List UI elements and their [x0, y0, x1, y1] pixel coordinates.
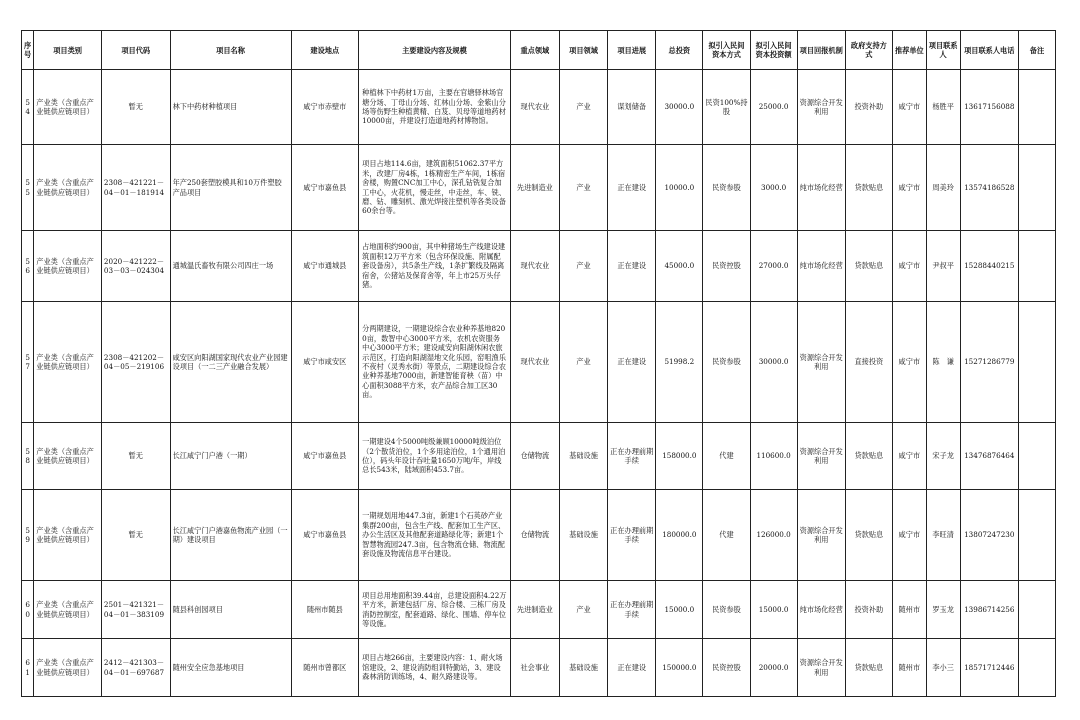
capital-method: 民资控股: [703, 231, 750, 302]
project-code: 2412－421303－04－01－697687: [101, 639, 170, 697]
project-name: 咸安区向阳湖国家现代农业产业园建设项目（一二三产业融合发展）: [170, 302, 291, 423]
table-row: [22, 423, 1056, 490]
project-location: 咸宁市嘉鱼县: [291, 490, 359, 581]
contact-phone: 13617156088: [960, 70, 1018, 145]
recommending-unit: 咸宁市: [892, 423, 926, 490]
project-name: 随县科创园项目: [170, 581, 291, 639]
project-code: 2308－421221－04－01－181914: [101, 145, 170, 231]
remarks: [1018, 423, 1055, 490]
project-code: 暂无: [101, 70, 170, 145]
column-header: 序号: [22, 31, 34, 70]
capital-method: 代建: [703, 423, 750, 490]
recommending-unit: 咸宁市: [892, 231, 926, 302]
recommending-unit: 咸宁市: [892, 70, 926, 145]
contact-phone: 13574186528: [960, 145, 1018, 231]
total-investment: 10000.0: [656, 145, 703, 231]
project-table: [21, 30, 1056, 697]
return-mechanism: 资源综合开发利用: [797, 423, 845, 490]
row-number: 54: [22, 70, 34, 145]
project-code: 暂无: [101, 490, 170, 581]
project-location: 咸宁市赤壁市: [291, 70, 359, 145]
recommending-unit: 随州市: [892, 639, 926, 697]
government-support: 投资补助: [845, 70, 892, 145]
government-support: 贷款贴息: [845, 490, 892, 581]
project-code: 暂无: [101, 423, 170, 490]
project-content: 项目占地266亩，主要建设内容：1、耐火场馆建设，2、建设消防组训特勤站，3、建设森林消防训练场，4、耐久路建设等。: [359, 639, 511, 697]
project-name: 长江咸宁门户港嘉鱼物流产业园（一期）建设项目: [170, 490, 291, 581]
contact-person: 宋子龙: [926, 423, 960, 490]
project-category: 产业类（含重点产业链供应链项目）: [34, 231, 102, 302]
project-field: 产业: [559, 145, 607, 231]
key-area: 先进制造业: [510, 581, 559, 639]
project-category: 产业类（含重点产业链供应链项目）: [34, 145, 102, 231]
remarks: [1018, 231, 1055, 302]
project-location: 咸宁市嘉鱼县: [291, 423, 359, 490]
project-content: 一期规划用地447.3亩，新建1个石英砂产业集群200亩，包含生产线、配套加工生产区、办公生活区及其他配套道路绿化等；新建1个智慧物流园247.3亩，包含物流仓储、物流配套设施及物流信息平台建设。: [359, 490, 511, 581]
contact-person: 周美玲: [926, 145, 960, 231]
column-header: 项目类别: [34, 31, 102, 70]
return-mechanism: 资源综合开发利用: [797, 639, 845, 697]
remarks: [1018, 302, 1055, 423]
column-header: 建设地点: [291, 31, 359, 70]
table-row: [22, 70, 1056, 145]
project-location: 随州市曾都区: [291, 639, 359, 697]
project-field: 产业: [559, 581, 607, 639]
table-row: [22, 302, 1056, 423]
key-area: 现代农业: [510, 302, 559, 423]
capital-method: 民资控股: [703, 639, 750, 697]
project-field: 基础设施: [559, 423, 607, 490]
capital-method: 民资参股: [703, 581, 750, 639]
key-area: 现代农业: [510, 231, 559, 302]
remarks: [1018, 581, 1055, 639]
contact-person: 李小三: [926, 639, 960, 697]
table-row: [22, 639, 1056, 697]
project-code: 2308－421202－04－05－219106: [101, 302, 170, 423]
project-content: 种植林下中药材1万亩，主要在官塘驿林场官塘分场、丁母山分场、红林山分场、金紫山分场等伤野生种植黄精、白芨、贝母等道地药材10000亩，并建设打造道地药材博物馆。: [359, 70, 511, 145]
recommending-unit: 咸宁市: [892, 490, 926, 581]
government-support: 直接投资: [845, 302, 892, 423]
table-row: [22, 490, 1056, 581]
contact-phone: 13986714256: [960, 581, 1018, 639]
private-investment: 110600.0: [750, 423, 797, 490]
table-row: [22, 581, 1056, 639]
contact-person: 罗玉龙: [926, 581, 960, 639]
total-investment: 51998.2: [656, 302, 703, 423]
project-category: 产业类（含重点产业链供应链项目）: [34, 70, 102, 145]
government-support: 贷款贴息: [845, 639, 892, 697]
return-mechanism: 资源综合开发利用: [797, 302, 845, 423]
project-progress: 正在建设: [608, 639, 656, 697]
return-mechanism: 纯市场化经营: [797, 581, 845, 639]
project-content: 项目占地114.6亩，建筑面积51062.37平方米，改建厂房4栋，1栋精密生产车间，1栋宿舍楼，购置CNC加工中心，深孔钻铣复合加工中心，火花机，慢走丝，中走丝，车、铣、磨、钻、雕刻机、激光焊接注塑机等各类设备60余台等。: [359, 145, 511, 231]
project-field: 基础设施: [559, 490, 607, 581]
table-row: [22, 145, 1056, 231]
project-field: 产业: [559, 231, 607, 302]
private-investment: 3000.0: [750, 145, 797, 231]
remarks: [1018, 70, 1055, 145]
total-investment: 45000.0: [656, 231, 703, 302]
project-content: 项目总用地面积39.44亩，总建设面积4.22万平方米，新建包括厂房、综合楼、三栋厂房及消防控制室，配套道路、绿化、围墙、停车位等设施。: [359, 581, 511, 639]
table-header-row: [22, 31, 1056, 70]
project-content: 占地面积约900亩，其中种猪场生产线建设建筑面积12万平方米（包含环保设施、附属配套设备房），共5条生产线，1条扩繁线及隔离宿舍，公猪站及保育舍等，年上市25万头仔猪。: [359, 231, 511, 302]
recommending-unit: 咸宁市: [892, 145, 926, 231]
project-category: 产业类（含重点产业链供应链项目）: [34, 639, 102, 697]
contact-person: 尹叔平: [926, 231, 960, 302]
recommending-unit: 咸宁市: [892, 302, 926, 423]
capital-method: 代建: [703, 490, 750, 581]
project-progress: 正在办理前期手续: [608, 581, 656, 639]
government-support: 投资补助: [845, 581, 892, 639]
column-header: 项目联系人电话: [960, 31, 1018, 70]
project-table-container: [21, 30, 1056, 697]
remarks: [1018, 490, 1055, 581]
project-name: 随州安全应急基地项目: [170, 639, 291, 697]
project-name: 林下中药材种植项目: [170, 70, 291, 145]
project-content: 一期建设4个5000吨级兼顾10000吨级泊位（2个散货泊位，1个多用途泊位，1个通用泊位），码头年设计吞吐量1650万吨/年，岸线总长543米，陆域面积453.7亩。: [359, 423, 511, 490]
total-investment: 150000.0: [656, 639, 703, 697]
row-number: 57: [22, 302, 34, 423]
project-field: 产业: [559, 70, 607, 145]
column-header: 拟引入民间资本投资额: [750, 31, 797, 70]
capital-method: 民资参股: [703, 302, 750, 423]
total-investment: 158000.0: [656, 423, 703, 490]
project-category: 产业类（含重点产业链供应链项目）: [34, 490, 102, 581]
row-number: 55: [22, 145, 34, 231]
contact-person: 陈 谦: [926, 302, 960, 423]
key-area: 仓储物流: [510, 490, 559, 581]
contact-phone: 15288440215: [960, 231, 1018, 302]
project-content: 分两期建设，一期建设综合农业种养基地8200亩，数智中心3000平方米，农机农资服务中心3000平方米；建设咸安向阳湖休闲农旅示范区，打造向阳湖湿地文化乐园，窑咀渔乐不夜村（灵秀水街）等景点，二期建设综合农业种养基地7000亩，新建智能育秧（苗）中心面积3088平方米，农产品综合加工区30亩。: [359, 302, 511, 423]
government-support: 贷款贴息: [845, 423, 892, 490]
row-number: 56: [22, 231, 34, 302]
key-area: 社会事业: [510, 639, 559, 697]
project-progress: 正在建设: [608, 145, 656, 231]
key-area: 先进制造业: [510, 145, 559, 231]
project-name: 长江咸宁门户港（一期）: [170, 423, 291, 490]
key-area: 现代农业: [510, 70, 559, 145]
row-number: 58: [22, 423, 34, 490]
table-row: [22, 231, 1056, 302]
contact-phone: 18571712446: [960, 639, 1018, 697]
project-category: 产业类（含重点产业链供应链项目）: [34, 423, 102, 490]
private-investment: 126000.0: [750, 490, 797, 581]
remarks: [1018, 145, 1055, 231]
project-progress: 正在办理前期手续: [608, 490, 656, 581]
column-header: 备注: [1018, 31, 1055, 70]
contact-phone: 13807247230: [960, 490, 1018, 581]
column-header: 推荐单位: [892, 31, 926, 70]
contact-phone: 15271286779: [960, 302, 1018, 423]
project-location: 咸宁市通城县: [291, 231, 359, 302]
column-header: 重点领域: [510, 31, 559, 70]
column-header: 项目领域: [559, 31, 607, 70]
row-number: 61: [22, 639, 34, 697]
project-field: 产业: [559, 302, 607, 423]
column-header: 项目联系人: [926, 31, 960, 70]
government-support: 贷款贴息: [845, 231, 892, 302]
column-header: 项目进展: [608, 31, 656, 70]
column-header: 政府支持方式: [845, 31, 892, 70]
row-number: 60: [22, 581, 34, 639]
private-investment: 30000.0: [750, 302, 797, 423]
column-header: 项目代码: [101, 31, 170, 70]
project-location: 随州市随县: [291, 581, 359, 639]
return-mechanism: 纯市场化经营: [797, 145, 845, 231]
project-location: 咸宁市咸安区: [291, 302, 359, 423]
row-number: 59: [22, 490, 34, 581]
project-code: 2020－421222－03－03－024304: [101, 231, 170, 302]
project-progress: 正在建设: [608, 231, 656, 302]
project-progress: 谋划储备: [608, 70, 656, 145]
capital-method: 民资参股: [703, 145, 750, 231]
private-investment: 25000.0: [750, 70, 797, 145]
project-code: 2501－421321－04－01－383109: [101, 581, 170, 639]
key-area: 仓储物流: [510, 423, 559, 490]
remarks: [1018, 639, 1055, 697]
column-header: 主要建设内容及规模: [359, 31, 511, 70]
project-field: 基础设施: [559, 639, 607, 697]
column-header: 项目回报机制: [797, 31, 845, 70]
project-category: 产业类（含重点产业链供应链项目）: [34, 302, 102, 423]
total-investment: 30000.0: [656, 70, 703, 145]
total-investment: 180000.0: [656, 490, 703, 581]
private-investment: 20000.0: [750, 639, 797, 697]
private-investment: 27000.0: [750, 231, 797, 302]
project-progress: 正在办理前期手续: [608, 423, 656, 490]
contact-person: 杨胜平: [926, 70, 960, 145]
contact-person: 李旺清: [926, 490, 960, 581]
return-mechanism: 资源综合开发利用: [797, 490, 845, 581]
capital-method: 民资100%持股: [703, 70, 750, 145]
project-name: 年产250套塑胶模具和10万件塑胶产品项目: [170, 145, 291, 231]
column-header: 项目名称: [170, 31, 291, 70]
project-progress: 正在建设: [608, 302, 656, 423]
contact-phone: 13476876464: [960, 423, 1018, 490]
private-investment: 15000.0: [750, 581, 797, 639]
return-mechanism: 资源综合开发利用: [797, 70, 845, 145]
project-name: 通城温氏畜牧有限公司四庄一场: [170, 231, 291, 302]
column-header: 拟引入民间资本方式: [703, 31, 750, 70]
project-category: 产业类（含重点产业链供应链项目）: [34, 581, 102, 639]
project-location: 咸宁市嘉鱼县: [291, 145, 359, 231]
total-investment: 15000.0: [656, 581, 703, 639]
government-support: 贷款贴息: [845, 145, 892, 231]
return-mechanism: 纯市场化经营: [797, 231, 845, 302]
column-header: 总投资: [656, 31, 703, 70]
recommending-unit: 随州市: [892, 581, 926, 639]
